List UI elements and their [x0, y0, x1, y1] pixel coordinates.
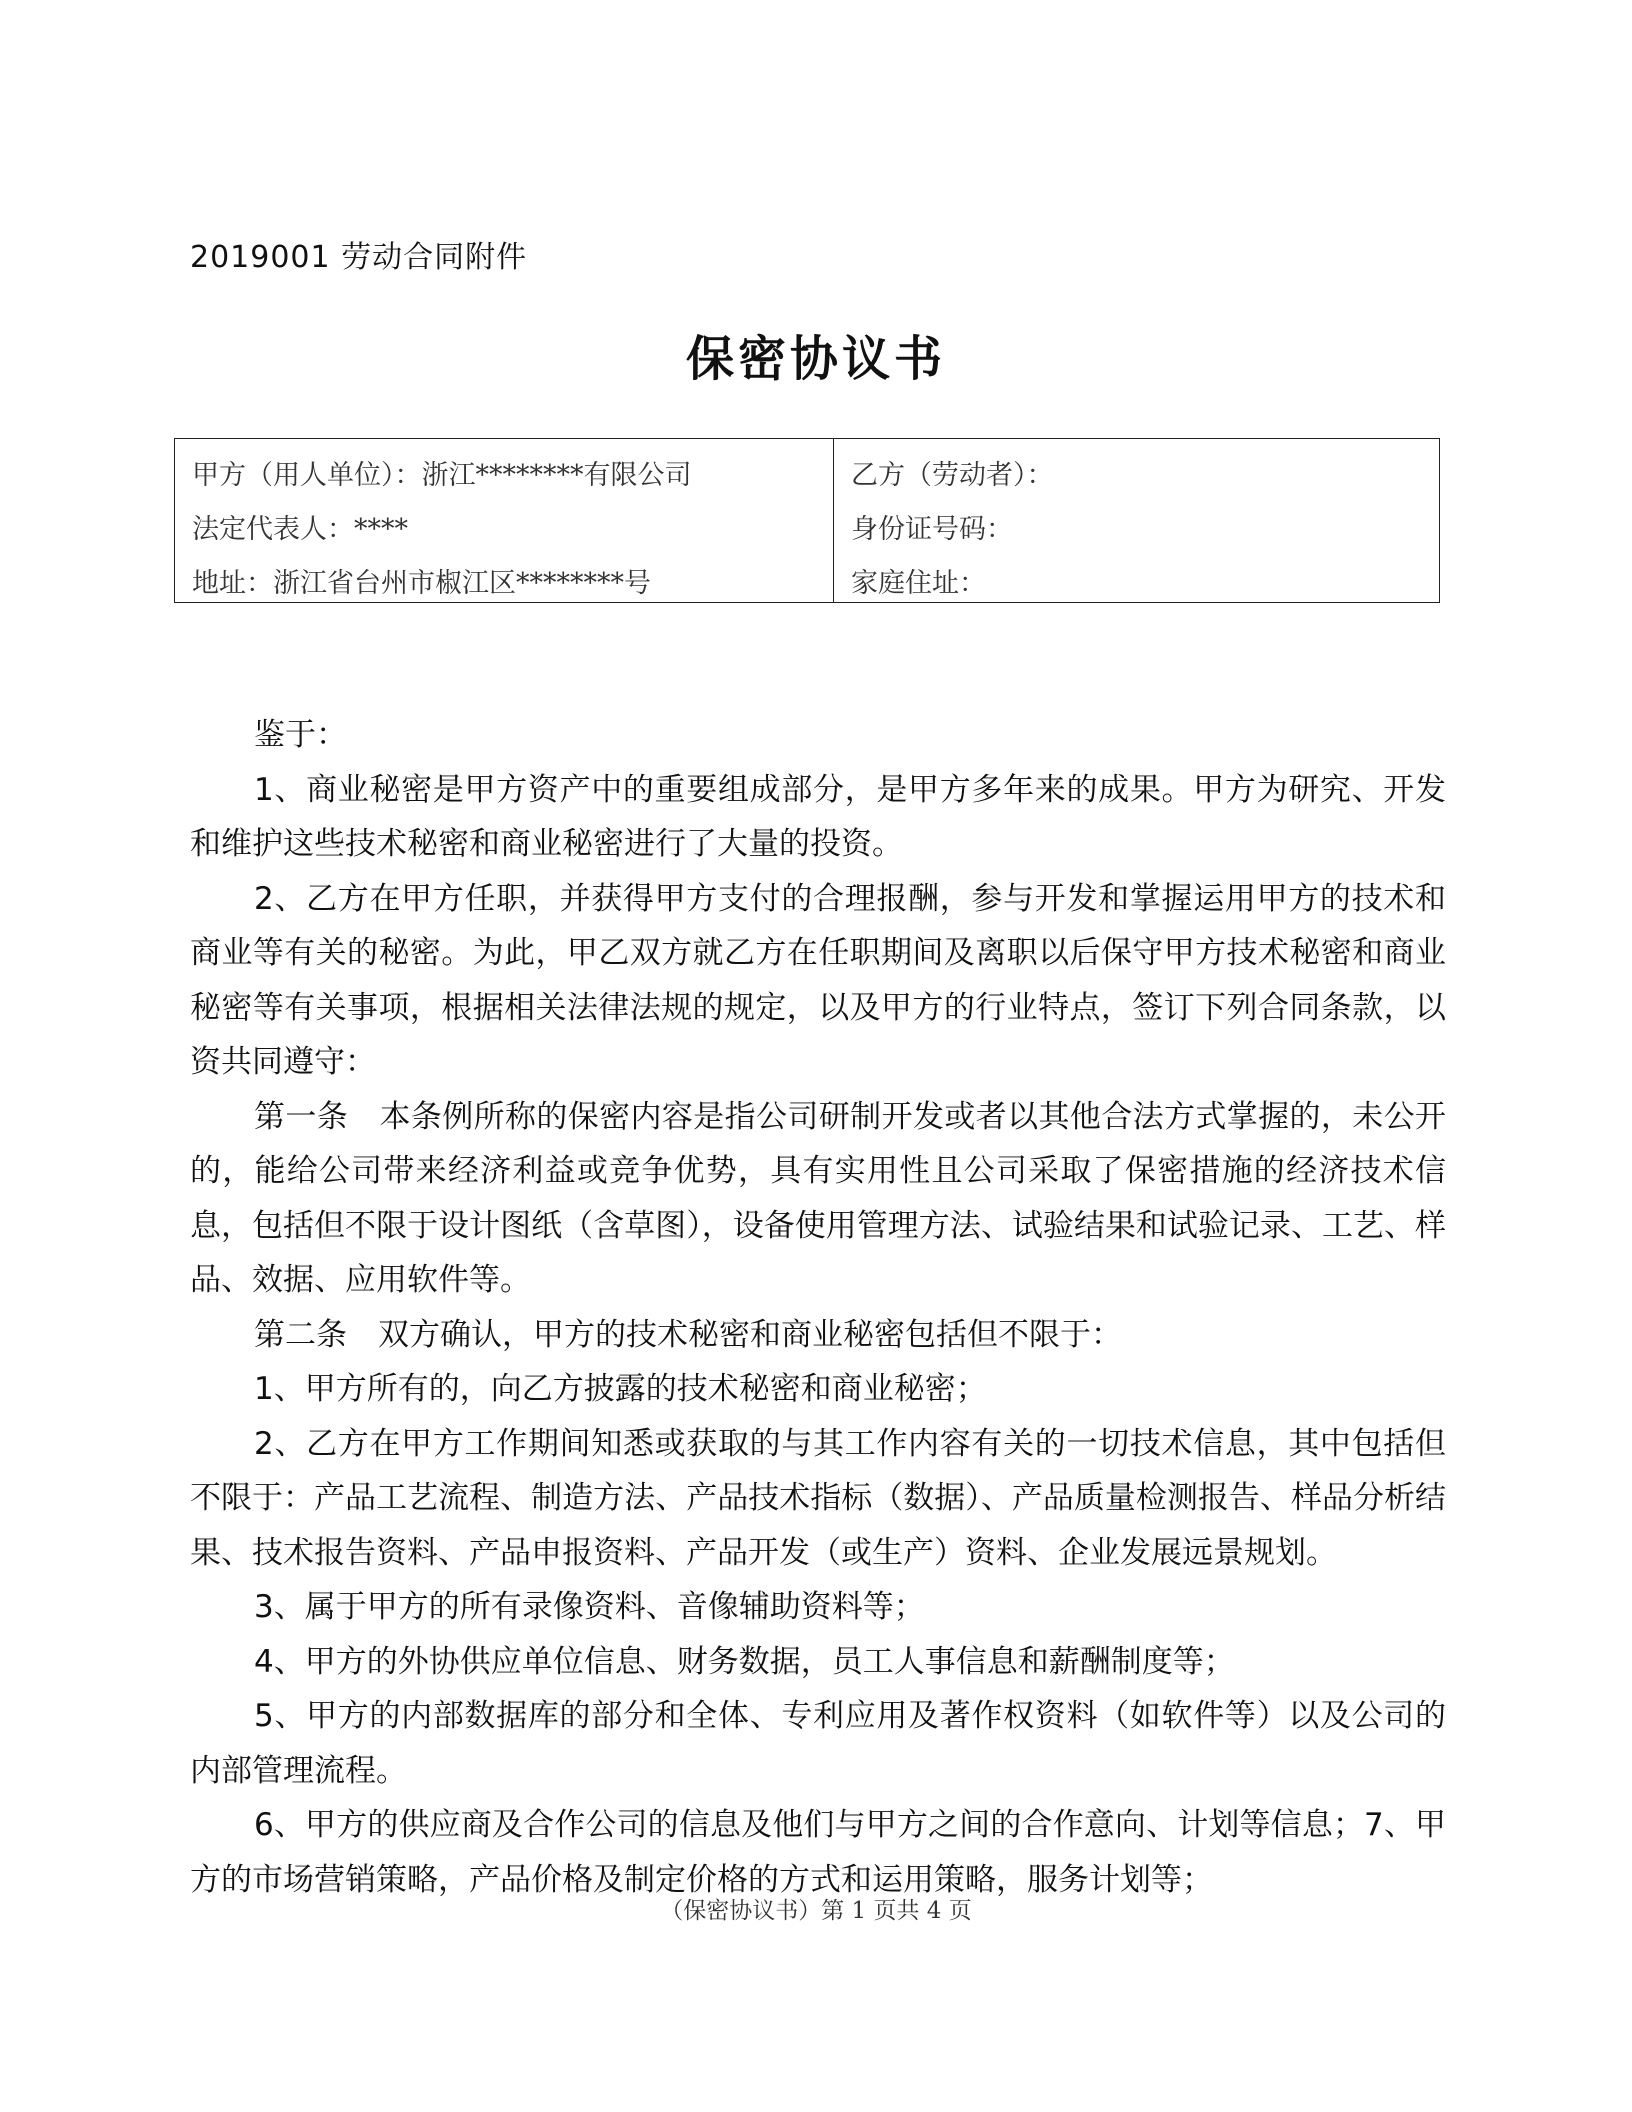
document-header: 2019001 劳动合同附件	[190, 240, 528, 275]
list-item: 4、甲方的外协供应单位信息、财务数据，员工人事信息和薪酬制度等；	[254, 1643, 1235, 1680]
paragraph-whereas: 鉴于：	[254, 717, 347, 753]
parties-table	[174, 438, 1440, 603]
party-b-id-number: 身份证号码：	[851, 514, 1013, 545]
party-a-representative: 法定代表人：****	[192, 514, 408, 545]
list-item: 3、属于甲方的所有录像资料、音像辅助资料等；	[254, 1589, 925, 1625]
paragraph: 2、乙方在甲方任职，并获得甲方支付的合理报酬，参与开发和掌握运用甲方的技术和商业等有关的秘密。为此，甲乙双方就乙方在任职期间及离职以后保守甲方技术秘密和商业秘密等有关事项，根据相关法律法规的规定，以及甲方的行业特点，签订下列合同条款，以资共同遵守：	[190, 880, 1446, 1080]
party-a-column	[175, 439, 834, 602]
document-body	[190, 708, 1446, 1907]
party-b-name: 乙方（劳动者）：	[851, 460, 1054, 491]
party-a-address: 地址：浙江省台州市椒江区********号	[192, 568, 651, 599]
list-item: 2、乙方在甲方工作期间知悉或获取的与其工作内容有关的一切技术信息，其中包括但不限于：产品工艺流程、制造方法、产品技术指标（数据）、产品质量检测报告、样品分析结果、技术报告资料、产品申报资料、产品开发（或生产）资料、企业发展远景规划。	[190, 1425, 1446, 1571]
paragraph: 1、商业秘密是甲方资产中的重要组成部分，是甲方多年来的成果。甲方为研究、开发和维护这些技术秘密和商业秘密进行了大量的投资。	[190, 771, 1446, 862]
party-b-column	[834, 439, 1439, 602]
page-footer: （保密协议书）第 1 页共 4 页	[660, 1898, 972, 1924]
list-item: 1、甲方所有的，向乙方披露的技术秘密和商业秘密；	[254, 1371, 987, 1407]
paragraph-article-2: 第二条 双方确认，甲方的技术秘密和商业秘密包括但不限于：	[254, 1316, 1122, 1353]
paragraph-article-1: 第一条 本条例所称的保密内容是指公司研制开发或者以其他合法方式掌握的，未公开的，能给公司带来经济利益或竞争优势，具有实用性且公司采取了保密措施的经济技术信息，包括但不限于设计图纸（含草图），设备使用管理方法、试验结果和试验记录、工艺、样品、效据、应用软件等。	[190, 1098, 1446, 1298]
party-a-name: 甲方（用人单位）：浙江********有限公司	[192, 460, 692, 491]
list-item: 5、甲方的内部数据库的部分和全体、专利应用及著作权资料（如软件等）以及公司的内部管理流程。	[190, 1698, 1446, 1789]
list-item: 6、甲方的供应商及合作公司的信息及他们与甲方之间的合作意向、计划等信息；7、甲方的市场营销策略，产品价格及制定价格的方式和运用策略，服务计划等；	[190, 1807, 1446, 1898]
document-title: 保密协议书	[685, 331, 946, 387]
party-b-home-address: 家庭住址：	[851, 568, 986, 599]
